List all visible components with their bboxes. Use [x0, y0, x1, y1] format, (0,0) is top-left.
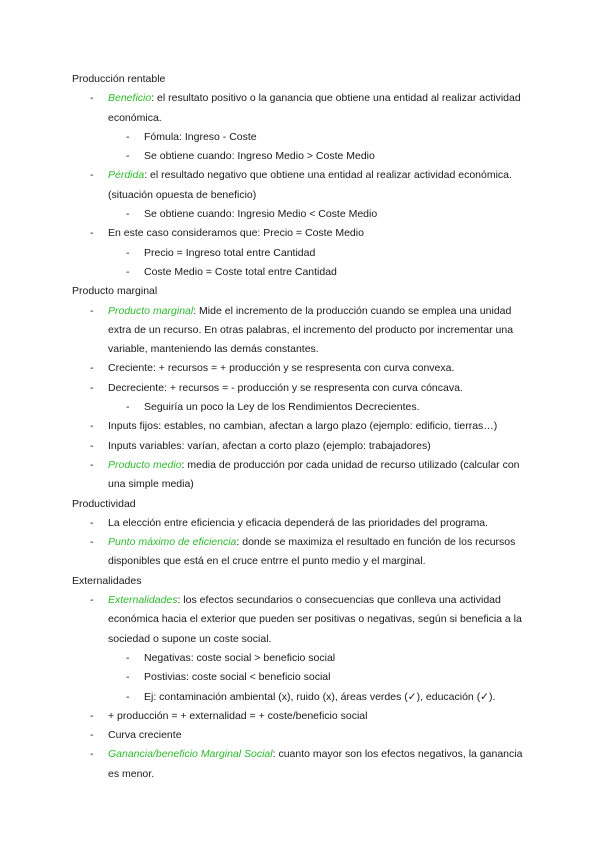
list-item	[72, 437, 532, 456]
list-item	[72, 456, 532, 495]
list-item	[72, 359, 532, 378]
list-item	[72, 707, 532, 726]
bullet-dash: -	[90, 536, 94, 549]
sub-list-item	[72, 128, 532, 147]
bullet-dash: -	[90, 594, 94, 607]
highlighted-term: Ganancia/beneficio Marginal Social	[108, 748, 273, 761]
bullet-dash: -	[126, 208, 130, 221]
sub-list-item	[72, 668, 532, 687]
bullet-dash: -	[90, 420, 94, 433]
document-body	[72, 70, 532, 784]
item-text: Inputs variables: varían, afectan a corto plazo (ejemplo: trabajadores)	[108, 439, 431, 452]
item-text: : los efectos secundarios o consecuencias que conlleva una actividad económica hacia el exterior que pueden ser positivas o negativas, según si beneficia a la sociedad o supone un coste social.	[108, 594, 522, 645]
sub-list-item	[72, 688, 532, 707]
item-text: : el resultado negativo que obtiene una entidad al realizar actividad económica. (situación opuesta de beneficio)	[108, 169, 512, 201]
bullet-dash: -	[126, 651, 130, 664]
bullet-dash: -	[126, 150, 130, 163]
highlighted-term: Externalidades	[108, 594, 178, 607]
item-text: : media de producción por cada unidad de recurso utilizado (calcular con una simple media)	[108, 458, 520, 491]
item-text: Curva creciente	[108, 729, 182, 742]
item-text: Postivias: coste social < beneficio social	[144, 671, 331, 684]
bullet-dash: -	[90, 304, 94, 317]
section-heading: Producto marginal	[72, 285, 158, 298]
bullet-dash: -	[90, 381, 94, 394]
bullet-dash: -	[90, 729, 94, 742]
item-text: Se obtiene cuando: Ingreso Medio > Coste Medio	[144, 150, 375, 163]
list-item	[72, 745, 532, 784]
item-text: : el resultato positivo o la ganancia que obtiene una entidad al realizar actividad económica.	[108, 92, 521, 124]
item-text: Seguiría un poco la Ley de los Rendimientos Decrecientes.	[144, 401, 420, 414]
bullet-dash: -	[90, 748, 94, 761]
highlighted-term: Producto marginal	[108, 304, 194, 317]
section-heading: Externalidades	[72, 574, 142, 587]
list-item	[72, 591, 532, 649]
bullet-dash: -	[90, 227, 94, 240]
item-text: Coste Medio = Coste total entre Cantidad	[144, 265, 337, 278]
item-text: La elección entre eficiencia y eficacia dependerá de las prioridades del programa.	[108, 516, 488, 529]
item-text: Negativas: coste social > beneficio social	[144, 651, 336, 664]
list-item	[72, 302, 532, 360]
highlighted-term: Producto medio	[108, 458, 182, 471]
list-item	[72, 514, 532, 533]
item-text: Precio = Ingreso total entre Cantidad	[144, 246, 316, 259]
list-item	[72, 89, 532, 128]
bullet-dash: -	[126, 401, 130, 414]
item-text: Ej: contaminación ambiental (x), ruido (x), áreas verdes (✓), educación (✓).	[144, 690, 496, 703]
highlighted-term: Beneficio	[108, 92, 152, 105]
section-heading: Productividad	[72, 497, 136, 510]
highlighted-term: Pérdida	[108, 169, 145, 182]
highlighted-term: Punto máximo de eficiencia	[108, 536, 237, 549]
bullet-dash: -	[126, 130, 130, 143]
bullet-dash: -	[126, 671, 130, 684]
list-item	[72, 166, 532, 205]
list-item	[72, 379, 532, 398]
sub-list-item	[72, 649, 532, 668]
bullet-dash: -	[126, 690, 130, 703]
bullet-dash: -	[126, 246, 130, 259]
sub-list-item	[72, 263, 532, 282]
item-text: Fómula: Ingreso - Coste	[144, 130, 257, 143]
item-text: Inputs fijos: estables, no cambian, afectan a largo plazo (ejemplo: edificio, tierras…)	[108, 420, 498, 433]
item-text: : cuanto mayor son los efectos negativos, la ganancia es menor.	[108, 748, 523, 780]
sub-list-item	[72, 244, 532, 263]
item-text: Se obtiene cuando: Ingresio Medio < Coste Medio	[144, 208, 378, 221]
bullet-dash: -	[90, 516, 94, 529]
bullet-dash: -	[90, 439, 94, 452]
sub-list-item	[72, 147, 532, 166]
sub-list-item	[72, 205, 532, 224]
item-text: En este caso consideramos que: Precio = Coste Medio	[108, 227, 364, 240]
item-text: Decreciente: + recursos = - producción y se respresenta con curva cóncava.	[108, 381, 463, 394]
bullet-dash: -	[90, 362, 94, 375]
item-text: : Mide el incremento de la producción cuando se emplea una unidad extra de un recurso. En otras palabras, el incremento del producto por incrementar una variable, manteniendo las demás constantes.	[108, 304, 514, 356]
list-item	[72, 533, 532, 572]
list-item	[72, 726, 532, 745]
section-heading: Producción rentable	[72, 73, 166, 85]
sub-list-item	[72, 398, 532, 417]
item-text: Creciente: + recursos = + producción y se respresenta con curva convexa.	[108, 362, 455, 375]
list-item	[72, 224, 532, 243]
bullet-dash: -	[90, 458, 94, 471]
bullet-dash: -	[90, 92, 94, 105]
item-text: + producción = + externalidad = + coste/beneficio social	[108, 709, 368, 722]
item-text: : donde se maximiza el resultado en función de los recursos disponibles que está en el cruce entrre el punto medio y el marginal.	[108, 536, 516, 568]
list-item	[72, 417, 532, 436]
bullet-dash: -	[90, 709, 94, 722]
bullet-dash: -	[126, 265, 130, 278]
bullet-dash: -	[90, 169, 94, 182]
